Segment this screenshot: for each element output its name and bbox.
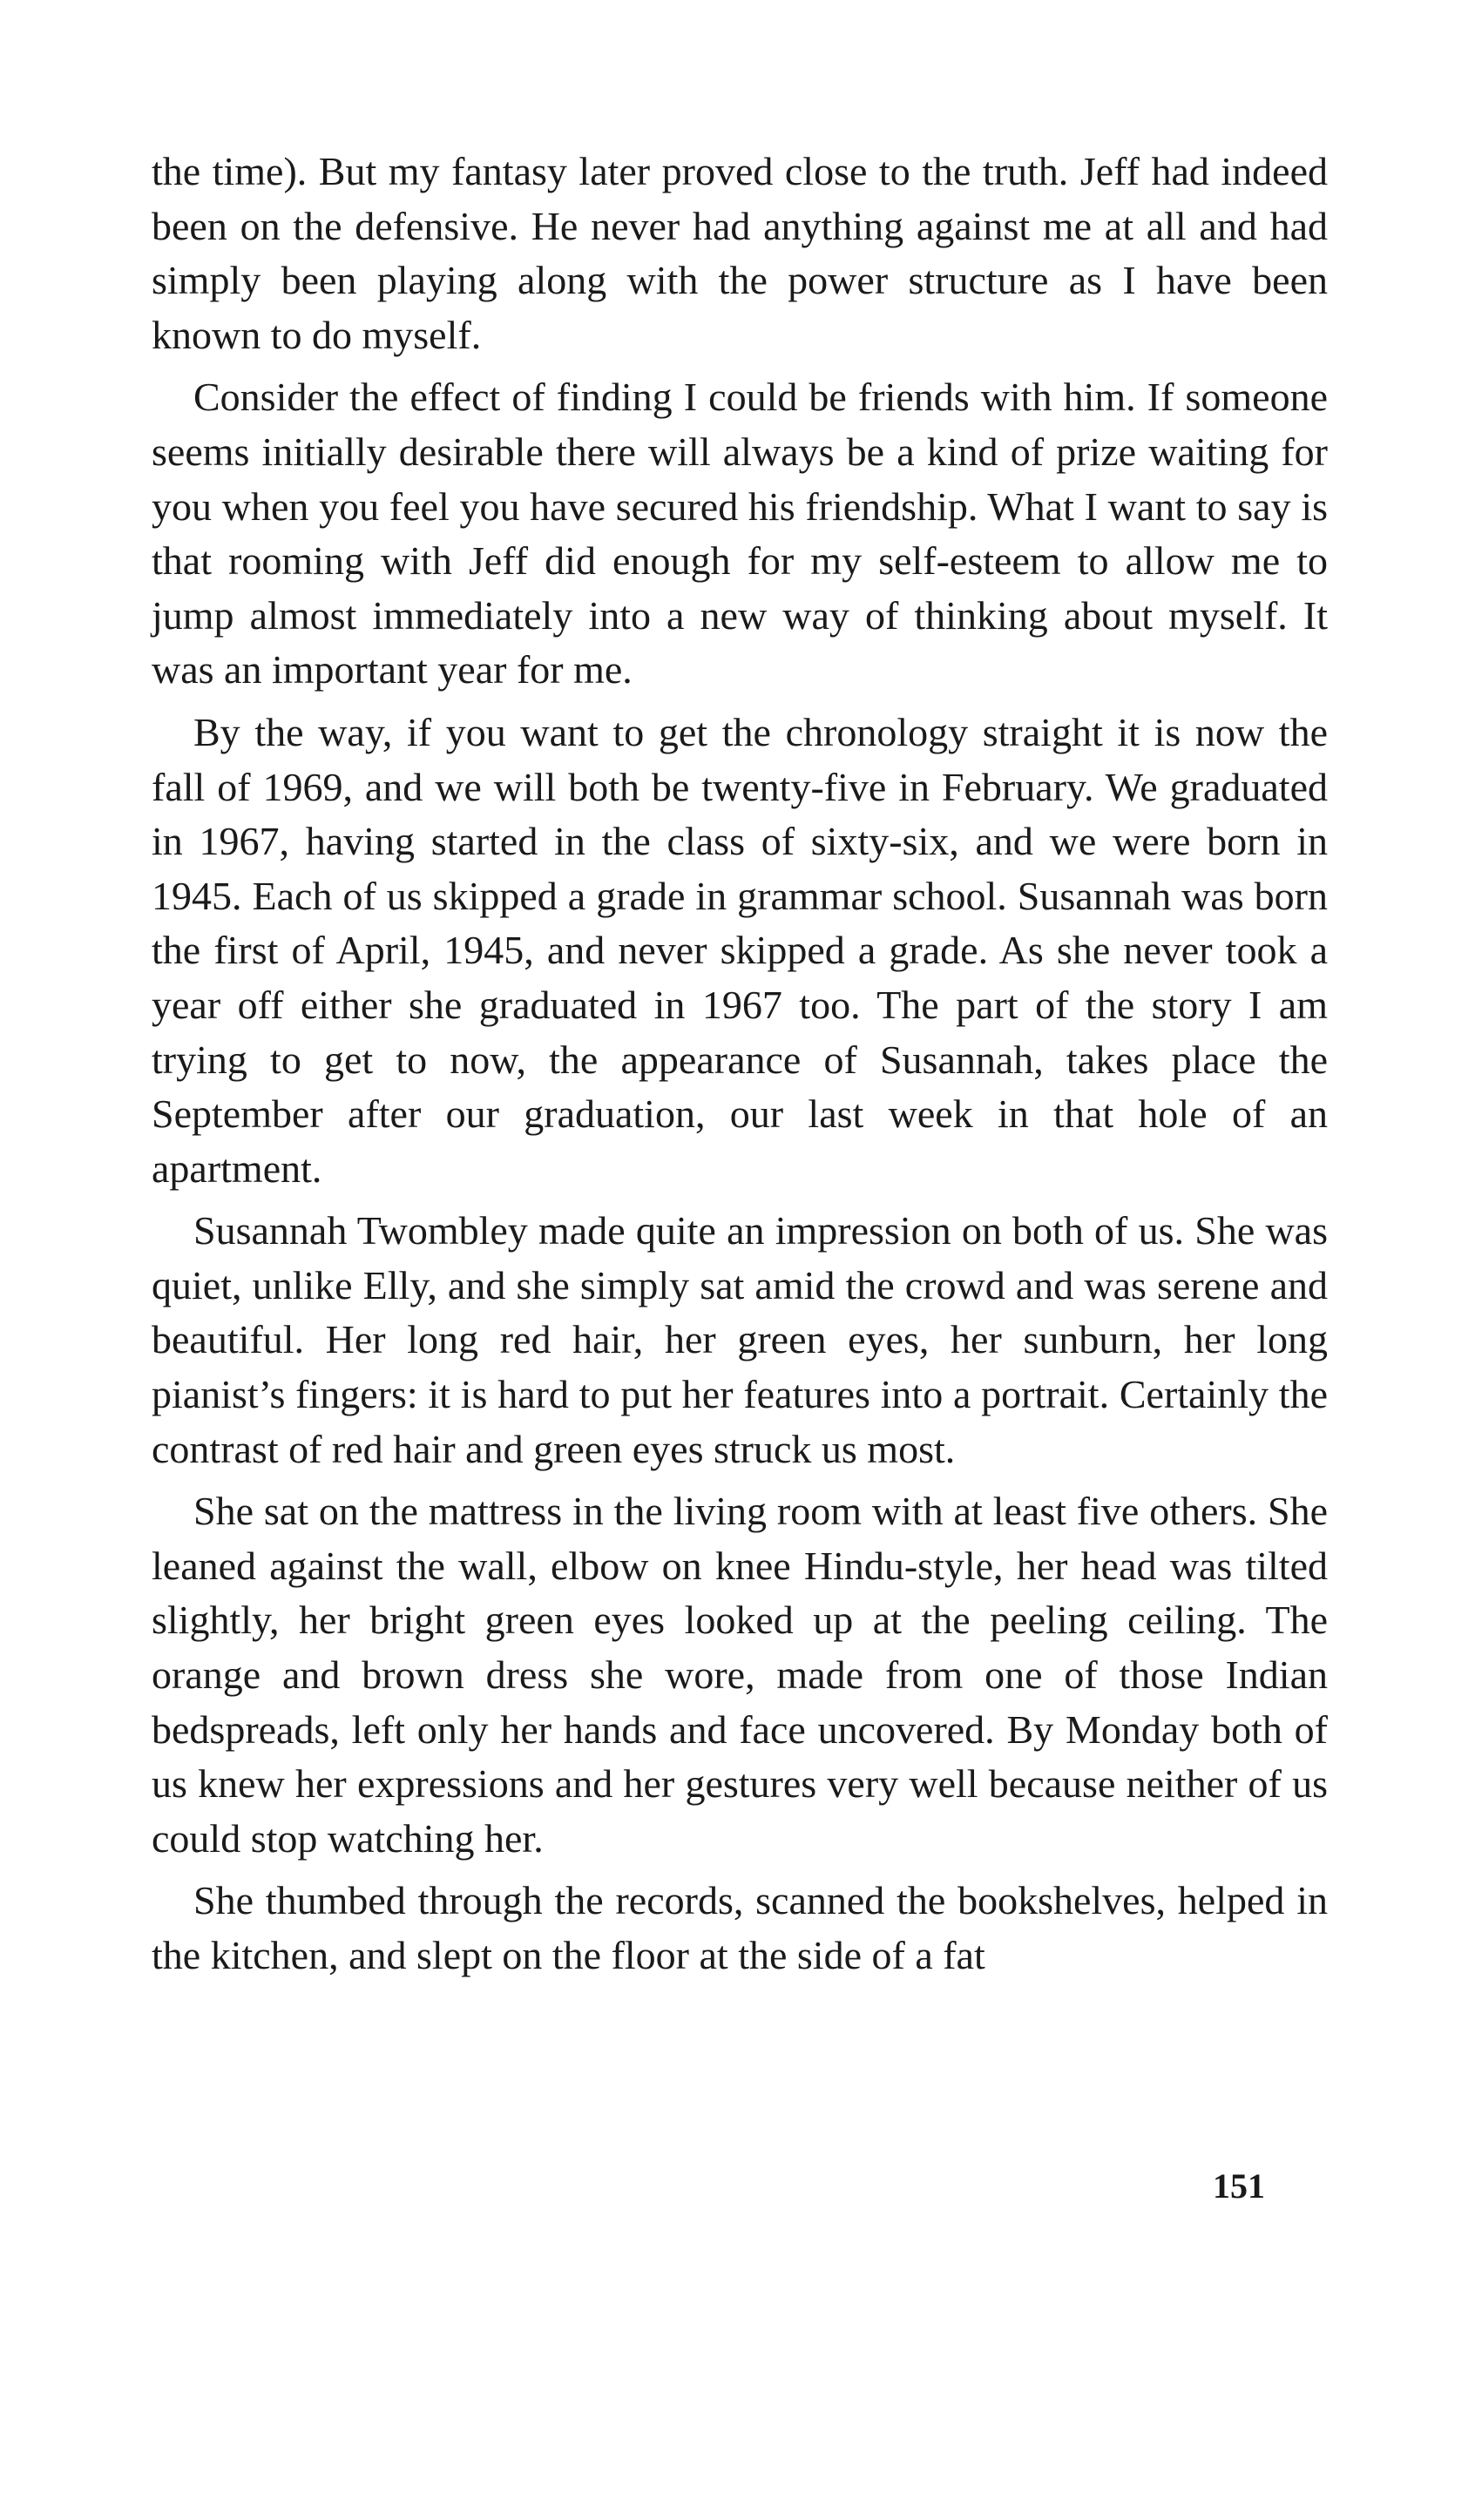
paragraph-3: By the way, if you want to get the chronology straight it is now the fall of 1969, and we will both be twenty-five in February. We graduated in 1967, having started in the class of sixty-six, and we were born in 1945. Each of us skipped a grade in grammar school. Susannah was born the first of April, 1945, and never skipped a grade. As she never took a year off either she graduated in 1967 too. The part of the story I am trying to get to now, the appearance of Susannah, takes place the September after our graduation, our last week in that hole of an apartment.: [152, 709, 1328, 1191]
page-number: 151: [1213, 2166, 1265, 2206]
paragraph-6: She thumbed through the records, scanned the bookshelves, helped in the kitchen, and slept on the floor at the side of a fat: [152, 1878, 1328, 1977]
body-text: [152, 145, 1328, 1991]
paragraph-4: Susannah Twombley made quite an impression on both of us. She was quiet, unlike Elly, and she simply sat amid the crowd and was serene and beautiful. Her long red hair, her green eyes, her sunburn, her long pianist’s fingers: it is hard to put her features into a portrait. Certainly the contrast of red hair and green eyes struck us most.: [152, 1208, 1328, 1471]
paragraph-2: Consider the effect of finding I could be friends with him. If someone seems initially desirable there will always be a kind of prize waiting for you when you feel you have secured his friendship. What I want to say is that rooming with Jeff did enough for my self-esteem to allow me to jump almost immediately into a new way of thinking about myself. It was an important year for me.: [152, 375, 1328, 692]
paragraph-5: She sat on the mattress in the living room with at least five others. She leaned against the wall, elbow on knee Hindu-style, her head was tilted slightly, her bright green eyes looked up at the peeling ceiling. The orange and brown dress she wore, made from one of those Indian bedspreads, left only her hands and face uncovered. By Monday both of us knew her expressions and her gestures very well because neither of us could stop watching her.: [152, 1489, 1328, 1861]
paragraph-1: the time). But my fantasy later proved close to the truth. Jeff had indeed been on the defensive. He never had anything against me at all and had simply been playing along with the power structure as I have been known to do myself.: [152, 149, 1328, 357]
